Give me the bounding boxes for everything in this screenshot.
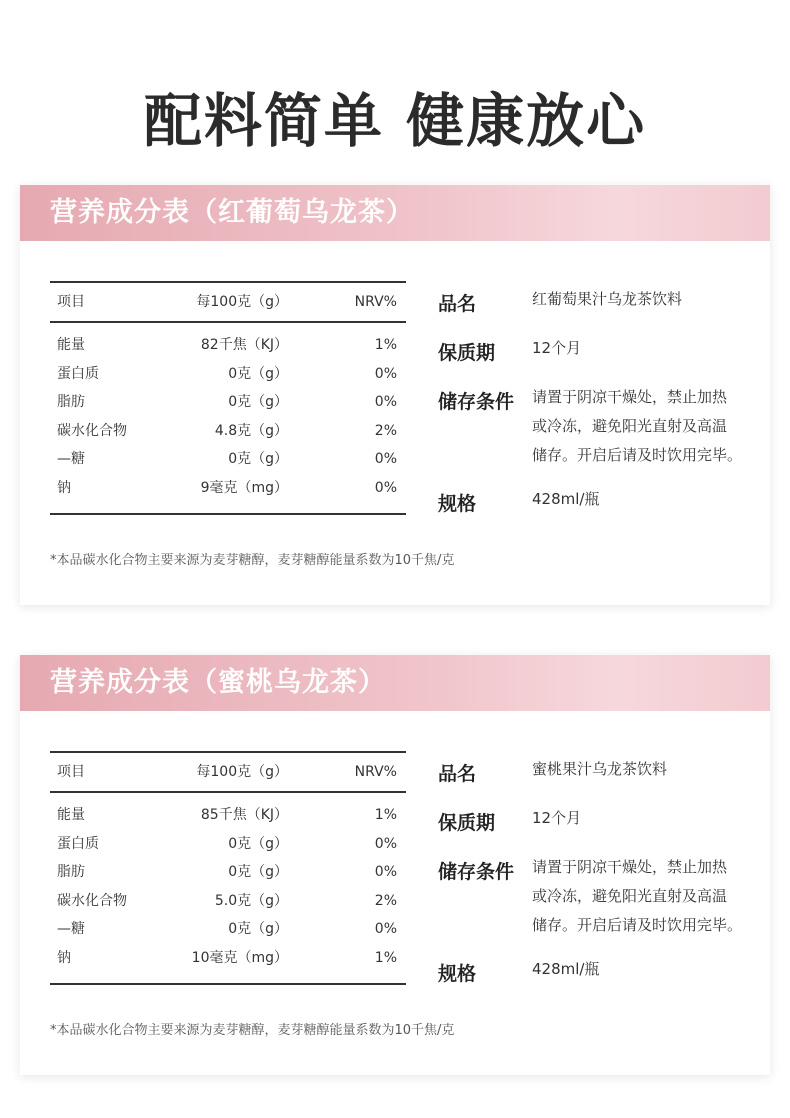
nutrition-table [50, 281, 406, 515]
row-nrv: 0% [374, 864, 397, 881]
row-item: 蛋白质 [57, 835, 99, 852]
row-amount: 0克（g） [228, 835, 288, 852]
row-amount: 0克（g） [228, 921, 288, 938]
row-item: 脂肪 [57, 394, 85, 411]
row-nrv: 1% [374, 337, 397, 353]
spec-label: 规格 [438, 493, 477, 515]
card-title: 营养成分表（蜜桃乌龙茶） [20, 655, 770, 711]
row-amount: 82千焦（KJ） [200, 337, 288, 353]
header-nrv: NRV% [354, 764, 397, 780]
table-row [50, 417, 406, 446]
storage-line: 或冷冻，避免阳光直射及高温 [532, 887, 728, 905]
nutrition-card-red-grape [20, 185, 770, 605]
storage-line: 储存。开启后请及时饮用完毕。 [532, 916, 743, 934]
row-nrv: 0% [374, 451, 397, 468]
nutrition-card-peach [20, 655, 770, 1075]
storage-label: 储存条件 [438, 391, 515, 413]
table-header [50, 283, 406, 323]
name-value: 蜜桃果汁乌龙茶饮料 [532, 760, 668, 778]
row-item: 钠 [57, 479, 71, 496]
table-row [50, 830, 406, 859]
table-row [50, 801, 406, 830]
table-header [50, 753, 406, 793]
shelf-life-value: 12个月 [532, 339, 582, 357]
table-row [50, 887, 406, 916]
table-row [50, 858, 406, 887]
row-amount: 0克（g） [228, 394, 288, 411]
nutrition-table [50, 751, 406, 985]
card-title: 营养成分表（红葡萄乌龙茶） [20, 185, 770, 241]
footnote: *本品碳水化合物主要来源为麦芽糖醇，麦芽糖醇能量系数为10千焦/克 [50, 1023, 455, 1038]
row-nrv: 2% [374, 892, 397, 909]
shelf-life-value: 12个月 [532, 809, 582, 827]
table-row [50, 915, 406, 944]
storage-value [532, 383, 768, 470]
header-item: 项目 [57, 764, 85, 780]
storage-value [532, 853, 768, 940]
row-amount: 9毫克（mg） [200, 479, 288, 496]
storage-line: 储存。开启后请及时饮用完毕。 [532, 446, 743, 464]
header-per-100g: 每100克（g） [196, 764, 288, 780]
shelf-life-label: 保质期 [438, 342, 496, 364]
table-row [50, 445, 406, 474]
row-nrv: 0% [374, 921, 397, 938]
row-amount: 0克（g） [228, 365, 288, 382]
name-label: 品名 [438, 293, 477, 315]
row-item: 能量 [57, 807, 85, 823]
row-item: 碳水化合物 [57, 892, 127, 909]
row-amount: 5.0克（g） [214, 892, 288, 909]
storage-line: 请置于阴凉干燥处，禁止加热 [532, 388, 728, 406]
spec-label: 规格 [438, 963, 477, 985]
row-amount: 0克（g） [228, 451, 288, 468]
row-nrv: 2% [374, 422, 397, 439]
row-amount: 85千焦（KJ） [200, 807, 288, 823]
row-item: 钠 [57, 949, 71, 966]
storage-line: 请置于阴凉干燥处，禁止加热 [532, 858, 728, 876]
row-nrv: 0% [374, 479, 397, 496]
row-amount: 4.8克（g） [214, 422, 288, 439]
spec-value: 428ml/瓶 [532, 960, 600, 978]
header-item: 项目 [57, 294, 85, 310]
row-item: —糖 [57, 921, 85, 938]
table-row [50, 388, 406, 417]
row-item: 能量 [57, 337, 85, 353]
row-nrv: 0% [374, 394, 397, 411]
row-nrv: 0% [374, 835, 397, 852]
row-item: 蛋白质 [57, 365, 99, 382]
table-row [50, 944, 406, 973]
storage-line: 或冷冻，避免阳光直射及高温 [532, 417, 728, 435]
header-nrv: NRV% [354, 294, 397, 310]
spec-value: 428ml/瓶 [532, 490, 600, 508]
row-item: 脂肪 [57, 864, 85, 881]
row-item: 碳水化合物 [57, 422, 127, 439]
table-row [50, 360, 406, 389]
storage-label: 储存条件 [438, 861, 515, 883]
row-amount: 10毫克（mg） [191, 949, 288, 966]
row-nrv: 0% [374, 365, 397, 382]
row-nrv: 1% [374, 807, 397, 823]
row-nrv: 1% [374, 949, 397, 966]
row-amount: 0克（g） [228, 864, 288, 881]
table-row [50, 474, 406, 503]
name-value: 红葡萄果汁乌龙茶饮料 [532, 290, 683, 308]
footnote: *本品碳水化合物主要来源为麦芽糖醇，麦芽糖醇能量系数为10千焦/克 [50, 553, 455, 568]
row-item: —糖 [57, 451, 85, 468]
shelf-life-label: 保质期 [438, 812, 496, 834]
page-headline: 配料简单 健康放心 [143, 87, 647, 155]
header-per-100g: 每100克（g） [196, 294, 288, 310]
table-row [50, 331, 406, 360]
name-label: 品名 [438, 763, 477, 785]
